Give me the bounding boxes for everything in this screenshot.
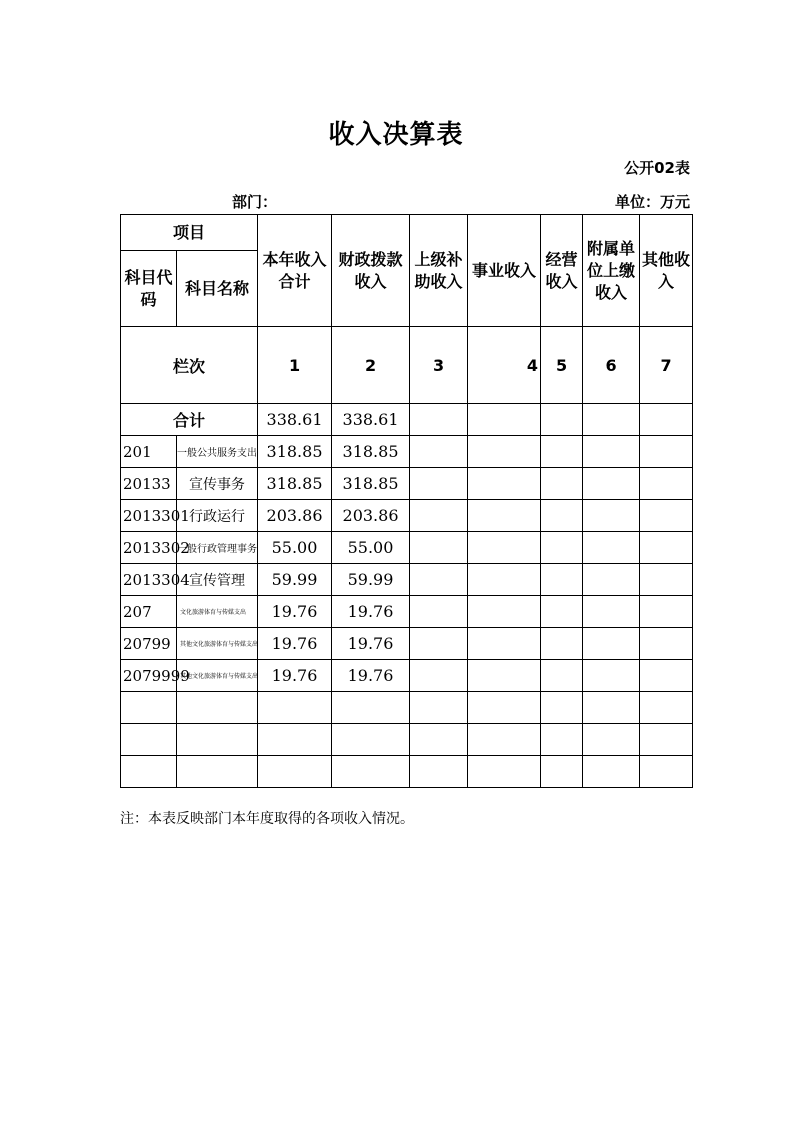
fiscal-allocation-cell: 318.85 [332, 436, 410, 468]
empty-row [121, 724, 693, 756]
column-index-4: 4 [468, 327, 541, 404]
empty-row [121, 692, 693, 724]
table-row [121, 436, 693, 468]
header-other-income: 其他收入 [640, 215, 693, 327]
column-index-5: 5 [541, 327, 583, 404]
header-superior-subsidy: 上级补助收入 [410, 215, 468, 327]
total-income-cell: 318.85 [258, 468, 332, 500]
total-fiscal-value: 338.61 [332, 404, 410, 436]
fiscal-allocation-cell: 55.00 [332, 532, 410, 564]
subject-code: 201 [121, 436, 177, 468]
subject-code: 2013302 [121, 532, 177, 564]
header-affiliated-income: 附属单位上缴收入 [583, 215, 640, 327]
subject-code: 2079999 [121, 660, 177, 692]
header-fiscal-allocation: 财政拨款收入 [332, 215, 410, 327]
total-income-cell: 19.76 [258, 660, 332, 692]
column-index-2: 2 [332, 327, 410, 404]
total-income-cell: 203.86 [258, 500, 332, 532]
table-row [121, 500, 693, 532]
subject-name: 一般公共服务支出 [177, 436, 258, 468]
total-income-cell: 55.00 [258, 532, 332, 564]
fiscal-allocation-cell: 203.86 [332, 500, 410, 532]
unit-label: 单位：万元 [614, 193, 690, 211]
total-label: 合计 [121, 404, 258, 436]
column-index-3: 3 [410, 327, 468, 404]
subject-name: 行政运行 [177, 500, 258, 532]
subject-name: 其他文化旅游体育与传媒支出 [177, 628, 258, 660]
income-table [120, 214, 693, 788]
fiscal-allocation-cell: 19.76 [332, 596, 410, 628]
fiscal-allocation-cell: 19.76 [332, 660, 410, 692]
subject-code: 2013304 [121, 564, 177, 596]
fiscal-allocation-cell: 19.76 [332, 628, 410, 660]
page-title: 收入决算表 [328, 120, 464, 150]
column-index-row [121, 327, 693, 404]
department-label: 部门： [232, 193, 278, 211]
total-income-cell: 59.99 [258, 564, 332, 596]
header-total-income: 本年收入合计 [258, 215, 332, 327]
subject-name: 文化旅游体育与传媒支出 [177, 596, 258, 628]
subject-code: 207 [121, 596, 177, 628]
header-subject-name: 科目名称 [177, 251, 258, 327]
header-subject-code: 科目代码 [121, 251, 177, 327]
subject-code: 2013301 [121, 500, 177, 532]
table-row [121, 532, 693, 564]
subject-name: 其他文化旅游体育与传媒支出 [177, 660, 258, 692]
total-row [121, 404, 693, 436]
table-row [121, 468, 693, 500]
total-income-cell: 19.76 [258, 628, 332, 660]
table-row [121, 564, 693, 596]
total-income-value: 338.61 [258, 404, 332, 436]
table-row [121, 660, 693, 692]
column-index-6: 6 [583, 327, 640, 404]
header-project: 项目 [121, 215, 258, 251]
column-index-label: 栏次 [121, 327, 258, 404]
subject-code: 20133 [121, 468, 177, 500]
header-business-income: 事业收入 [468, 215, 541, 327]
table-row [121, 596, 693, 628]
total-income-cell: 19.76 [258, 596, 332, 628]
footnote: 注：本表反映部门本年度取得的各项收入情况。 [120, 811, 414, 827]
fiscal-allocation-cell: 318.85 [332, 468, 410, 500]
subject-code: 20799 [121, 628, 177, 660]
subject-name: 一般行政管理事务 [177, 532, 258, 564]
subject-name: 宣传事务 [177, 468, 258, 500]
table-row [121, 628, 693, 660]
column-index-7: 7 [640, 327, 693, 404]
form-code: 公开02表 [624, 159, 690, 177]
subject-name: 宣传管理 [177, 564, 258, 596]
header-operating-income: 经营收入 [541, 215, 583, 327]
empty-row [121, 756, 693, 788]
column-index-1: 1 [258, 327, 332, 404]
total-income-cell: 318.85 [258, 436, 332, 468]
fiscal-allocation-cell: 59.99 [332, 564, 410, 596]
